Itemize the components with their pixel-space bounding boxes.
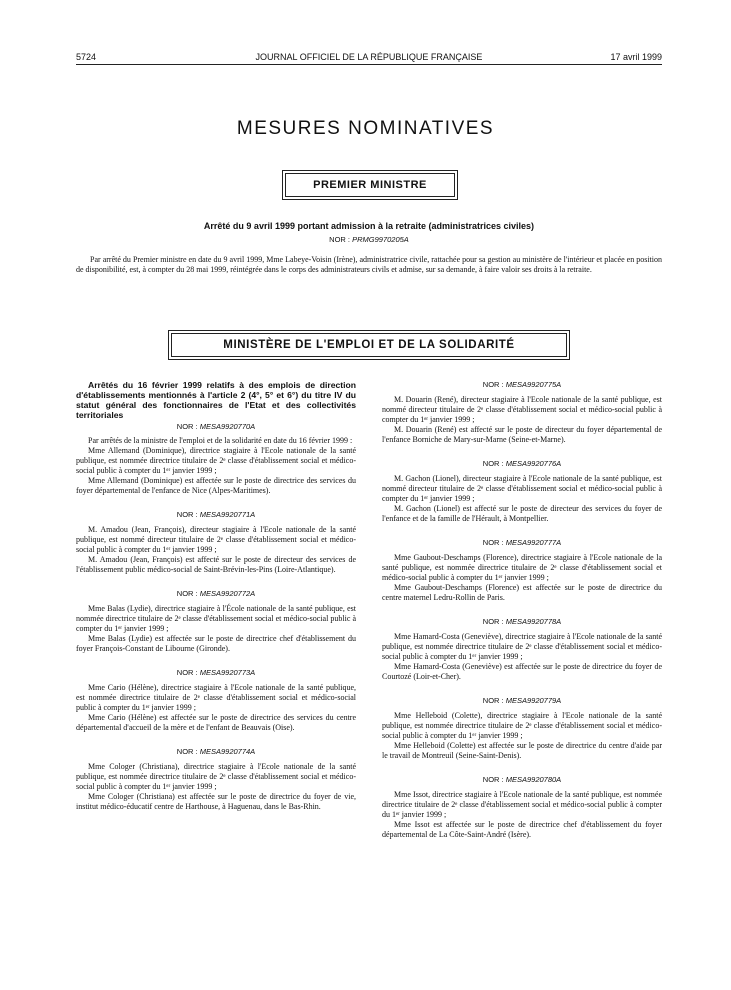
arrete-body: Par arrêté du Premier ministre en date du 9 avril 1999, Mme Labeye-Voisin (Irène), administratrice civile, rattachée pour sa gestion au ministère de l'intérieur et placée en position de disponibilité, est, à compter du 28 mai 1999, réintégrée dans le corps des administrateurs civils et admise, sur sa demande, à faire valoir ses droits à la retraite. [76,255,662,274]
nor-reference [76,747,356,757]
entry-paragraph: Mme Hamard-Costa (Geneviève), directrice stagiaire à l'Ecole nationale de la santé publique, est nommée directrice titulaire de 2ᵉ classe d'établissement social et médico-social public à compter du 1ᵉʳ janvier 1999 ; [382,632,662,661]
entry [382,380,662,445]
entry [382,617,662,682]
entry-paragraph: M. Amadou (Jean, François) est affecté sur le poste de directeur des services de l'établissement public médico-social de Saint-Brévin-les-Pins (Loire-Atlantique). [76,555,356,574]
entry [76,589,356,654]
nor-reference [382,538,662,548]
section-title: MESURES NOMINATIVES [236,118,495,139]
entry-paragraph: Mme Allemand (Dominique) est affectée sur le poste de directrice des services du foyer départemental de l'enfance de Nice (Alpes-Maritimes). [76,476,356,495]
nor-reference [382,696,662,706]
arrete-title: Arrêté du 9 avril 1999 portant admission à la retraite (administratrices civiles) [203,221,535,231]
entry-paragraph: M. Amadou (Jean, François), directeur stagiaire à l'Ecole nationale de la santé publique, est nommé directeur titulaire de 2ᵉ classe d'établissement social et médico-social public à compter du 1ᵉʳ janvier 1999 ; [76,525,356,554]
entry-paragraph: Mme Helleboid (Colette), directrice stagiaire à l'Ecole nationale de la santé publique, est nommée directrice titulaire de 2ᵉ classe d'établissement social et médico-social public à compter du 1ᵉʳ janvier 1999 ; [382,711,662,740]
entry-paragraph: Mme Cologer (Christiana) est affectée sur le poste de directrice du foyer de vie, institut médico-éducatif centre de Harthouse, à Haguenau, dans le Bas-Rhin. [76,792,356,811]
nor-reference [76,510,356,520]
entry-paragraph: M. Douarin (René), directeur stagiaire à l'Ecole nationale de la santé publique, est nommé directeur titulaire de 2ᵉ classe d'établissement social et médico-social public à compter du 1ᵉʳ janvier 1999 ; [382,395,662,424]
nor-reference [76,235,662,244]
header-rule [76,64,662,65]
entry [76,668,356,733]
nor-reference [382,775,662,785]
entry-paragraph: M. Gachon (Lionel) est affecté sur le poste de directeur des services du foyer de l'enfance et de la famille de l'Hérault, à Montpellier. [382,504,662,523]
entry [76,747,356,812]
nor-code: MESA9920774A [199,747,256,756]
nor-label: NOR : [176,422,198,431]
nor-label: NOR : [482,617,504,626]
entry [76,510,356,575]
nor-label: NOR : [176,668,198,677]
right-column [382,380,662,854]
ministry-heading-emploi-solidarite: MINISTÈRE DE L'EMPLOI ET DE LA SOLIDARITÉ [171,333,567,357]
entry-paragraph: Mme Allemand (Dominique), directrice stagiaire à l'Ecole nationale de la santé publique, est nommée directrice titulaire de 2ᵉ classe d'établissement social et médico-social public à compter du 1ᵉʳ janvier 1999 ; [76,446,356,475]
nor-label: NOR : [482,459,504,468]
entry-paragraph: M. Gachon (Lionel), directeur stagiaire à l'Ecole nationale de la santé publique, est nommé directeur titulaire de 2ᵉ classe d'établissement social et médico-social public à compter du 1ᵉʳ janvier 1999 ; [382,474,662,503]
page-number: 5724 [76,52,97,62]
nor-code: MESA9920778A [505,617,562,626]
entry-paragraph: Mme Hamard-Costa (Geneviève) est affectée sur le poste de directrice du foyer de Courtozé (Loir-et-Cher). [382,662,662,681]
entry [76,436,356,496]
nor-label: NOR : [482,380,504,389]
nor-label: NOR : [176,589,198,598]
nor-label: NOR : [176,510,198,519]
nor-code: MESA9920770A [199,422,256,431]
entry [382,459,662,524]
issue-date: 17 avril 1999 [610,52,662,62]
nor-reference [382,380,662,390]
nor-label: NOR : [329,235,351,244]
entry [382,538,662,603]
entry-paragraph: Mme Cario (Hélène), directrice stagiaire à l'Ecole nationale de la santé publique, est nommée directrice titulaire de 2ᵉ classe d'établissement social et médico-social public à compter du 1ᵉʳ janvier 1999 ; [76,683,356,712]
entry-paragraph: Mme Balas (Lydie), directrice stagiaire à l'École nationale de la santé publique, est nommée directrice titulaire de 2ᵉ classe d'établissement social et médico-social public à compter du 1ᵉʳ janvier 1999 ; [76,604,356,633]
nor-label: NOR : [482,775,504,784]
nor-label: NOR : [482,538,504,547]
journal-title: JOURNAL OFFICIEL DE LA RÉPUBLIQUE FRANÇAISE [255,52,483,62]
nor-reference [76,589,356,599]
entry-paragraph: Mme Issot est affectée sur le poste de directrice chef d'établissement du foyer départemental de La Côte-Saint-André (Isère). [382,820,662,839]
nor-label: NOR : [482,696,504,705]
nor-code: PRMG9970205A [352,235,409,244]
nor-code: MESA9920776A [505,459,562,468]
entry-paragraph: M. Douarin (René) est affecté sur le poste de directeur du foyer départemental de l'enfance Borniche de Mary-sur-Marne (Seine-et-Marne). [382,425,662,444]
left-column [76,380,356,826]
nor-code: MESA9920777A [505,538,562,547]
entry-paragraph: Mme Helleboid (Colette) est affectée sur le poste de directrice du centre d'aide par le travail de Montreuil (Seine-Saint-Denis). [382,741,662,760]
nor-code: MESA9920771A [199,510,256,519]
nor-label: NOR : [176,747,198,756]
nor-code: MESA9920779A [505,696,562,705]
nor-code: MESA9920773A [199,668,256,677]
ministry-heading-premier-ministre: PREMIER MINISTRE [285,173,455,197]
entry-paragraph: Mme Balas (Lydie) est affectée sur le poste de directrice chef d'établissement du foyer François-Constant de Libourne (Gironde). [76,634,356,653]
block-title: Arrêtés du 16 février 1999 relatifs à des emplois de direction d'établissements mentionnés à l'article 2 (4°, 5° et 6°) du titre IV du statut général des fonctionnaires de l'Etat et des collectivités territoriales [76,380,356,420]
nor-reference [382,617,662,627]
nor-reference [76,668,356,678]
entry-paragraph: Mme Cologer (Christiana), directrice stagiaire à l'Ecole nationale de la santé publique, est nommée directrice titulaire de 2ᵉ classe d'établissement social et médico-social public à compter du 1ᵉʳ janvier 1999 ; [76,762,356,791]
entry [382,696,662,761]
intro-paragraph: Par arrêtés de la ministre de l'emploi et de la solidarité en date du 16 février 1999 : [88,436,353,445]
entry-paragraph: Mme Gaubout-Deschamps (Florence) est affectée sur le poste de directrice du centre maternel Ledru-Rollin de Paris. [382,583,662,602]
entry-paragraph: Mme Issot, directrice stagiaire à l'Ecole nationale de la santé publique, est nommée directrice titulaire de 2ᵉ classe d'établissement social et médico-social public à compter du 1ᵉʳ janvier 1999 ; [382,790,662,819]
entry-paragraph: Mme Gaubout-Deschamps (Florence), directrice stagiaire à l'Ecole nationale de la santé publique, est nommée directrice titulaire de 2ᵉ classe d'établissement social et médico-social public à compter du 1ᵉʳ janvier 1999 ; [382,553,662,582]
entry [382,775,662,840]
nor-code: MESA9920772A [199,589,256,598]
nor-code: MESA9920780A [505,775,562,784]
nor-reference [382,459,662,469]
nor-code: MESA9920775A [505,380,562,389]
entry-paragraph: Mme Cario (Hélène) est affectée sur le poste de directrice des services du centre départemental d'accueil de la mère et de l'enfant de Beauvais (Oise). [76,713,356,732]
nor-reference [76,422,356,432]
